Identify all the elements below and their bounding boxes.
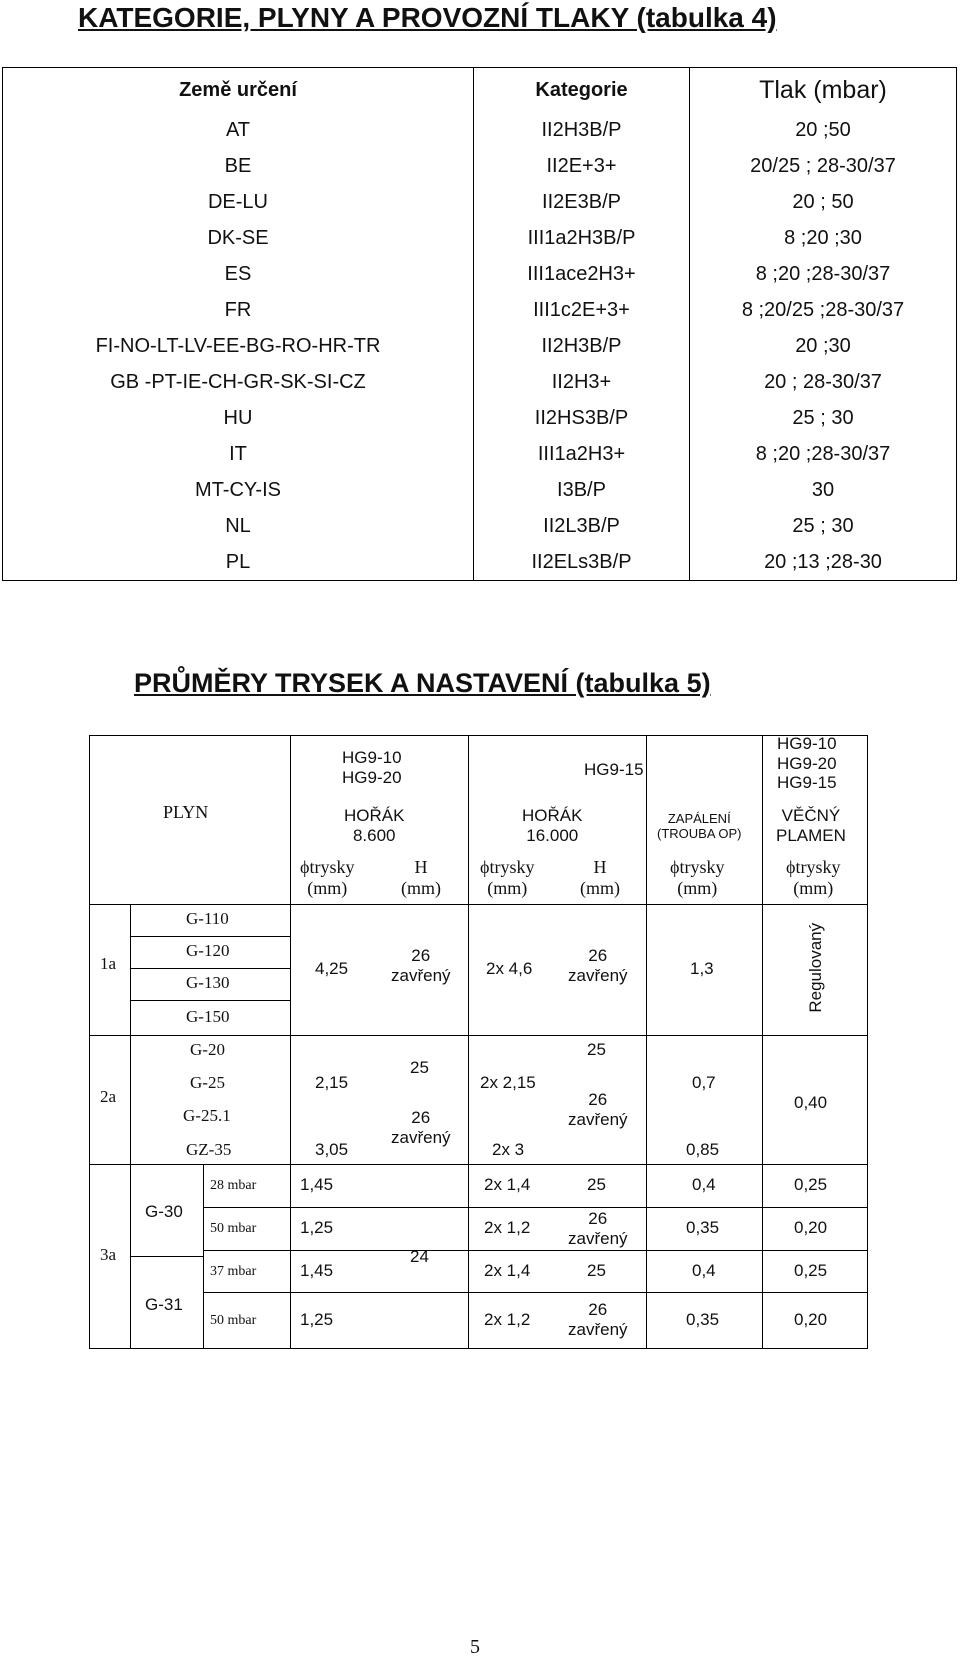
country-cell: PL (3, 544, 474, 581)
table-row (3, 364, 957, 400)
value-cell: 24 (410, 1247, 429, 1266)
merged-h-cell (369, 1165, 468, 1348)
header-country: Země určení (3, 68, 474, 113)
value-cell: 0,4 (692, 1261, 716, 1280)
pressure-cell: 25 ; 30 (690, 508, 957, 544)
h-header-1: H (mm) (401, 857, 441, 898)
pressure-cell: 20 ;50 (690, 112, 957, 148)
table-row (3, 472, 957, 508)
table-row (3, 328, 957, 364)
table5-title: PRŮMĚRY TRYSEK A NASTAVENÍ (tabulka 5) (134, 668, 711, 698)
table4-title: KATEGORIE, PLYNY A PROVOZNÍ TLAKY (tabulka 4) (78, 2, 777, 33)
value-cell: 0,85 (686, 1140, 720, 1159)
pressure-label: 50 mbar (210, 1221, 257, 1236)
table-row (3, 220, 957, 256)
group-3a-label: 3a (100, 1245, 117, 1264)
vecny-plamen-label: VĚČNÝ PLAMEN (776, 806, 846, 845)
trysky-header-3: ϕtrysky (mm) (670, 857, 725, 898)
value-cell: 25 (587, 1175, 606, 1194)
country-cell: HU (3, 400, 474, 436)
category-cell: III1c2E+3+ (474, 292, 690, 328)
category-cell: II2H3B/P (474, 328, 690, 364)
value-cell: 26 zavřený (568, 1090, 628, 1129)
pressure-label: 37 mbar (210, 1264, 257, 1279)
pressure-label: 50 mbar (210, 1313, 257, 1328)
table-row (3, 256, 957, 292)
pressure-cell: 20/25 ; 28-30/37 (690, 148, 957, 184)
hg-all-label: HG9-10 HG9-20 HG9-15 (777, 734, 837, 793)
pressure-cell: 20 ;13 ;28-30 (690, 544, 957, 581)
category-cell: III1a2H3B/P (474, 220, 690, 256)
country-cell: MT-CY-IS (3, 472, 474, 508)
country-cell: BE (3, 148, 474, 184)
table-header-row (3, 68, 957, 113)
value-cell: 3,05 (315, 1140, 349, 1159)
col-divider (762, 904, 763, 1349)
category-cell: II2H3+ (474, 364, 690, 400)
trysky-header-2: ϕtrysky (mm) (480, 857, 535, 898)
value-cell: 26 zavřený (391, 1108, 451, 1147)
country-cell: DE-LU (3, 184, 474, 220)
category-cell: II2HS3B/P (474, 400, 690, 436)
table-row (3, 436, 957, 472)
gas-label: G-25 (190, 1073, 225, 1092)
value-cell: 26 zavřený (568, 946, 628, 985)
trysky-header-4: ϕtrysky (mm) (786, 857, 841, 898)
table-row (3, 544, 957, 581)
hg915-label: HG9-15 (584, 760, 644, 779)
value-cell: 0,25 (794, 1261, 828, 1280)
value-cell: 2x 4,6 (486, 959, 533, 978)
country-cell: FI-NO-LT-LV-EE-BG-RO-HR-TR (3, 328, 474, 364)
value-cell: 0,35 (686, 1218, 720, 1237)
pressure-cell: 20 ; 50 (690, 184, 957, 220)
country-cell: GB -PT-IE-CH-GR-SK-SI-CZ (3, 364, 474, 400)
pressure-cell: 30 (690, 472, 957, 508)
header-category: Kategorie (474, 68, 690, 113)
value-cell: 4,25 (315, 959, 349, 978)
value-cell: 1,25 (300, 1218, 334, 1237)
g30-label: G-30 (145, 1202, 183, 1221)
pressure-cell: 8 ;20 ;28-30/37 (690, 256, 957, 292)
group-1a-label: 1a (100, 954, 117, 973)
value-cell: 25 (587, 1040, 606, 1059)
gas-label: GZ-35 (186, 1140, 232, 1159)
category-cell: III1ace2H3+ (474, 256, 690, 292)
page-number: 5 (470, 1636, 480, 1658)
value-cell: 0,20 (794, 1310, 828, 1329)
value-cell: 2x 3 (492, 1140, 525, 1159)
value-cell: 26 zavřený (391, 946, 451, 985)
category-cell: II2L3B/P (474, 508, 690, 544)
country-cell: AT (3, 112, 474, 148)
country-cell: NL (3, 508, 474, 544)
country-cell: ES (3, 256, 474, 292)
group-2a-label: 2a (100, 1087, 117, 1106)
value-cell: 0,35 (686, 1310, 720, 1329)
country-cell: DK-SE (3, 220, 474, 256)
col-divider (646, 904, 647, 1349)
value-cell: 25 (410, 1058, 429, 1077)
zapaleni-label: ZAPÁLENÍ (TROUBA OP) (657, 811, 742, 841)
country-cell: IT (3, 436, 474, 472)
value-cell: 25 (587, 1261, 606, 1280)
pressure-cell: 8 ;20/25 ;28-30/37 (690, 292, 957, 328)
gas-label: G-20 (190, 1040, 225, 1059)
value-cell: 2x 1,4 (484, 1175, 531, 1194)
value-cell: 0,4 (692, 1175, 716, 1194)
value-cell: 2x 1,2 (484, 1218, 531, 1237)
value-cell: 0,7 (692, 1073, 716, 1092)
value-cell: 1,45 (300, 1261, 334, 1280)
g31-label: G-31 (145, 1295, 183, 1314)
value-cell: 2x 2,15 (480, 1073, 536, 1092)
col-divider (468, 904, 469, 1349)
header-pressure: Tlak (mbar) (690, 68, 957, 113)
category-cell: II2E3B/P (474, 184, 690, 220)
pressure-label: 28 mbar (210, 1178, 257, 1193)
categories-table (2, 67, 957, 581)
hg910-20-label: HG9-10 HG9-20 (342, 748, 402, 787)
category-cell: I3B/P (474, 472, 690, 508)
plyn-label: PLYN (163, 802, 209, 822)
pressure-cell: 20 ;30 (690, 328, 957, 364)
pressure-cell: 8 ;20 ;28-30/37 (690, 436, 957, 472)
pressure-cell: 20 ; 28-30/37 (690, 364, 957, 400)
category-cell: II2ELs3B/P (474, 544, 690, 581)
gas-label: G-25.1 (183, 1106, 231, 1125)
horak-8600-label: HOŘÁK 8.600 (344, 806, 405, 845)
value-cell: 0,40 (794, 1093, 828, 1112)
table-row (3, 112, 957, 148)
col-divider (290, 904, 291, 1349)
value-cell: 26 zavřený (568, 1209, 628, 1248)
value-cell: 1,45 (300, 1175, 334, 1194)
pressure-cell: 8 ;20 ;30 (690, 220, 957, 256)
value-cell: 0,25 (794, 1175, 828, 1194)
regulovany-label: Regulovaný (806, 922, 826, 1013)
value-cell: 26 zavřený (568, 1300, 628, 1339)
value-cell: 1,25 (300, 1310, 334, 1329)
value-cell: 1,3 (690, 959, 714, 978)
country-cell: FR (3, 292, 474, 328)
gas-label: G-110 (186, 909, 229, 928)
table-row (3, 400, 957, 436)
pressure-cell: 25 ; 30 (690, 400, 957, 436)
gas-label: G-120 (186, 941, 230, 960)
gas-label: G-130 (186, 973, 230, 992)
value-cell: 2x 1,4 (484, 1261, 531, 1280)
gas-label: G-150 (186, 1007, 230, 1026)
value-cell: 0,20 (794, 1218, 828, 1237)
value-cell: 2x 1,2 (484, 1310, 531, 1329)
category-cell: III1a2H3+ (474, 436, 690, 472)
table-row (3, 184, 957, 220)
trysky-header-1: ϕtrysky (mm) (300, 857, 355, 898)
category-cell: II2E+3+ (474, 148, 690, 184)
table-row (3, 292, 957, 328)
horak-16000-label: HOŘÁK 16.000 (522, 806, 583, 845)
table-row (3, 148, 957, 184)
h-header-2: H (mm) (580, 857, 620, 898)
category-cell: II2H3B/P (474, 112, 690, 148)
table-row (3, 508, 957, 544)
value-cell: 2,15 (315, 1073, 349, 1092)
